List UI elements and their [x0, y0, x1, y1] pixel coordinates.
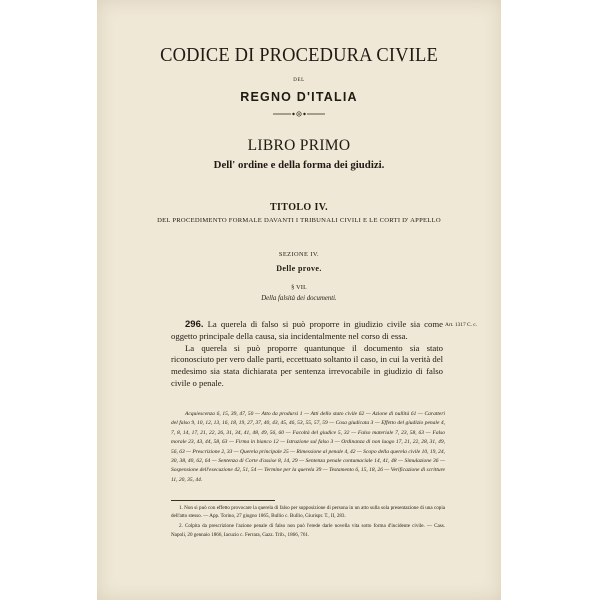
sezione-subtitle: Delle prove.	[276, 264, 322, 273]
book-subtitle: Dell' ordine e della forma dei giudizi.	[213, 159, 385, 171]
titolo-heading: TITOLO IV.	[269, 202, 329, 213]
article-number: 296.	[185, 319, 204, 330]
kingdom-title: REGNO D'ITALIA	[240, 90, 358, 104]
footnote-1: 1. Non si può con effetto provocare la querela di falso per supposizione di persona in un atto sulla sola presentazione di una copia dell'atto stesso. — App. Torino, 27 giugno 1865, Bullio c. Bullio, Giurispr. T., II, 283.	[171, 505, 445, 520]
paragraph-subtitle: Della falsità dei documenti.	[261, 295, 337, 302]
footnotes	[171, 504, 445, 541]
ornament-divider	[271, 110, 327, 118]
code-title: CODICE DI PROCEDURA CIVILE	[160, 44, 438, 66]
subject-index	[171, 410, 445, 485]
footnote-2: 2. Colpita da prescrizione l'azione penale di falso non può l'erede darle novella vita sotto forma d'incidente civile. — Cass. Napoli, 20 gennaio 1866, Iacuzio c. Ferrara, Gazz. Trib., 1866, 761.	[171, 523, 445, 538]
subject-index-text: Acquiescenza 6, 15, 39, 47, 50 — Atto da prodursi 1 — Atti dello stato civile 62 — Azione di nullità 61 — Caratteri del falso 9, 10, 12, 13, 16, 18, 19, 27, 37, 40, 43, 45, 46, 53, 55, 57, 59 — Cosa giudicata 3 — Effetto del giudizio penale 4, 7, 8, 14, 17, 21, 22, 26, 31, 34, 41, 48, 49, 56, 60 — Facoltà del giudice 5, 32 — Falso materiale 7, 23, 58, 63 — Falso morale 23, 43, 44, 58, 63 — Firma in bianco 12 — Istruzione sul falso 3 — Ordinanza di non luogo 17, 21, 22, 28, 31, 49, 56, 63 — Prescrizione 2, 33 — Querela principale 25 — Rimessione al penale 4, 42 — Scopo della querela civile 10, 19, 24, 30, 38, 40, 62, 64 — Sentenza di Corte d'assise 8, 14, 29 — Sentenza penale contumaciale 14, 41, 48 — Simulazione 36 — Sospensione dell'esecuzione 42, 51, 54 — Termine per la querela 39 — Testamento 6, 15, 18, 26 — Verificazione di scritture 11, 20, 35, 44.	[171, 411, 445, 483]
book-title: LIBRO PRIMO	[247, 137, 351, 154]
titolo-subtitle: DEL PROCEDIMENTO FORMALE DAVANTI I TRIBUNALI CIVILI E LE CORTI D' APPELLO	[157, 217, 441, 224]
article-paragraph-2: La querela si può proporre quantunque il documento sia stato riconosciuto per vero dalle parti, eccettuato soltanto il caso, in cui la verità del medesimo sia stata dichiarata per sentenza irrevocabile in giudizio di falso civile o penale.	[171, 342, 443, 388]
sezione-heading: SEZIONE IV.	[278, 251, 320, 258]
article-paragraph-1	[171, 319, 443, 343]
paragraph-heading: § VII.	[291, 284, 307, 291]
footnote-rule	[171, 500, 275, 501]
book-page	[97, 0, 501, 600]
title-connector: DEL	[293, 78, 305, 83]
margin-note: Art. 1317 C. c.	[445, 322, 478, 328]
article-296	[171, 319, 443, 390]
article-text-1: La querela di falso si può proporre in giudizio civile sia come oggetto principale della causa, sia incidentalmente nel corso di essa.	[171, 319, 443, 341]
